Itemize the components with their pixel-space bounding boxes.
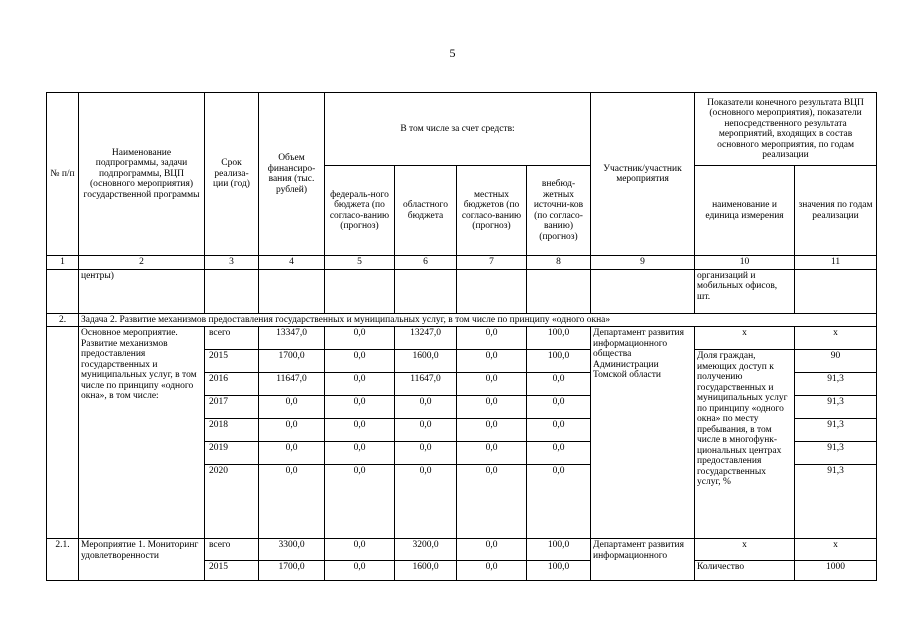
task-text: Задача 2. Развитие механизмов предоставления государственных и муниципальных услуг, в том числе по принципу «одного окна» [79, 313, 877, 327]
header-federal: федераль-ного бюджета (по согласо-ванию (прогноз) [325, 166, 395, 256]
carry-name: центры) [79, 269, 205, 313]
volume-cell: 0,0 [259, 442, 325, 465]
federal-cell: 0,0 [325, 539, 395, 561]
colnum: 6 [395, 256, 457, 270]
volume-cell: 1700,0 [259, 350, 325, 373]
header-participant: Участник/участник мероприятия [591, 93, 695, 256]
volume-cell: 0,0 [259, 396, 325, 419]
extra-cell: 0,0 [527, 465, 591, 539]
value-cell: 91,3 [795, 396, 877, 419]
volume-cell: 11647,0 [259, 373, 325, 396]
activity1-name: Мероприятие 1. Мониторинг удовлетворенности [79, 539, 205, 581]
local-cell: 0,0 [457, 442, 527, 465]
value-cell: 1000 [795, 561, 877, 581]
regional-cell: 0,0 [395, 419, 457, 442]
federal-cell: 0,0 [325, 465, 395, 539]
extra-cell: 100,0 [527, 327, 591, 350]
indicator-cell: Количество [695, 561, 795, 581]
colnum: 3 [205, 256, 259, 270]
local-cell: 0,0 [457, 327, 527, 350]
volume-cell: 1700,0 [259, 561, 325, 581]
extra-cell: 100,0 [527, 539, 591, 561]
volume-cell: 0,0 [259, 465, 325, 539]
page-number: 5 [449, 46, 456, 60]
value-cell: 91,3 [795, 419, 877, 442]
extra-cell: 0,0 [527, 419, 591, 442]
regional-cell: 1600,0 [395, 350, 457, 373]
header-including: В том числе за счет средств: [325, 93, 591, 166]
activity1-participant: Департамент развития информационного [591, 539, 695, 581]
extra-cell: 100,0 [527, 561, 591, 581]
local-cell: 0,0 [457, 419, 527, 442]
header-volume: Объем финансиро-вания (тыс. рублей) [259, 93, 325, 256]
volume-cell: 13347,0 [259, 327, 325, 350]
regional-cell: 11647,0 [395, 373, 457, 396]
regional-cell: 0,0 [395, 396, 457, 419]
main-indicator: Доля граждан, имеющих доступ к получению государственных и муниципальных услуг по принципу «одного окна» по месту пребывания, в том числе в многофунк-циональных центрах предоставления государственных услуг, % [695, 350, 795, 539]
extra-cell: 0,0 [527, 442, 591, 465]
header-num: № п/п [47, 93, 79, 256]
federal-cell: 0,0 [325, 419, 395, 442]
federal-cell: 0,0 [325, 327, 395, 350]
volume-cell: 0,0 [259, 419, 325, 442]
volume-cell: 3300,0 [259, 539, 325, 561]
local-cell: 0,0 [457, 539, 527, 561]
colnum: 8 [527, 256, 591, 270]
main-row-0 [47, 327, 877, 350]
activity1-row-0 [47, 539, 877, 561]
year-cell: 2017 [205, 396, 259, 419]
value-x: x [795, 327, 877, 350]
regional-cell: 13247,0 [395, 327, 457, 350]
year-cell: 2015 [205, 561, 259, 581]
year-cell: 2015 [205, 350, 259, 373]
year-cell: всего [205, 539, 259, 561]
regional-cell: 0,0 [395, 465, 457, 539]
colnum: 7 [457, 256, 527, 270]
task-num: 2. [47, 313, 79, 327]
colnum: 10 [695, 256, 795, 270]
local-cell: 0,0 [457, 465, 527, 539]
header-name: Наименование подпрограммы, задачи подпрограммы, ВЦП (основного мероприятия) государственной программы [79, 93, 205, 256]
carry-row [47, 269, 877, 313]
header-ind-name: наименование и единица измерения [695, 166, 795, 256]
colnum: 11 [795, 256, 877, 270]
colnum: 1 [47, 256, 79, 270]
header-term: Срок реализа-ции (год) [205, 93, 259, 256]
federal-cell: 0,0 [325, 373, 395, 396]
value-cell: 91,3 [795, 373, 877, 396]
year-cell: 2020 [205, 465, 259, 539]
local-cell: 0,0 [457, 396, 527, 419]
colnum: 4 [259, 256, 325, 270]
program-table [46, 92, 877, 581]
colnum: 2 [79, 256, 205, 270]
carry-indicator: организаций и мобильных офисов, шт. [695, 269, 795, 313]
colnum: 5 [325, 256, 395, 270]
federal-cell: 0,0 [325, 396, 395, 419]
activity1-num: 2.1. [47, 539, 79, 581]
regional-cell: 3200,0 [395, 539, 457, 561]
extra-cell: 100,0 [527, 350, 591, 373]
header-indicators: Показатели конечного результата ВЦП (основного мероприятия), показатели непосредственного результата мероприятий, входящих в состав основного мероприятия, по годам реализации [695, 93, 877, 166]
regional-cell: 1600,0 [395, 561, 457, 581]
extra-cell: 0,0 [527, 373, 591, 396]
header-extrabudget: внебюд-жетных источни-ков (по согласо-ванию) (прогноз) [527, 166, 591, 256]
local-cell: 0,0 [457, 350, 527, 373]
federal-cell: 0,0 [325, 442, 395, 465]
extra-cell: 0,0 [527, 396, 591, 419]
year-cell: всего [205, 327, 259, 350]
value-cell: 91,3 [795, 465, 877, 539]
main-participant: Департамент развития информационного общества Администрации Томской области [591, 327, 695, 539]
regional-cell: 0,0 [395, 442, 457, 465]
value-cell: 91,3 [795, 442, 877, 465]
federal-cell: 0,0 [325, 561, 395, 581]
federal-cell: 0,0 [325, 350, 395, 373]
local-cell: 0,0 [457, 373, 527, 396]
colnum: 9 [591, 256, 695, 270]
year-cell: 2019 [205, 442, 259, 465]
main-activity-name: Основное мероприятие. Развитие механизмов предоставления государственных и муниципальных услуг, в том числе по принципу «одного окна», в том числе: [79, 327, 205, 539]
year-cell: 2018 [205, 419, 259, 442]
indicator-x: x [695, 327, 795, 350]
column-number-row [47, 256, 877, 270]
local-cell: 0,0 [457, 561, 527, 581]
value-cell: 90 [795, 350, 877, 373]
header-row-1 [47, 93, 877, 166]
header-ind-values: значения по годам реализации [795, 166, 877, 256]
value-cell: x [795, 539, 877, 561]
header-regional: областного бюджета [395, 166, 457, 256]
task-row [47, 313, 877, 327]
header-local: местных бюджетов (по согласо-ванию (прогноз) [457, 166, 527, 256]
year-cell: 2016 [205, 373, 259, 396]
indicator-cell: x [695, 539, 795, 561]
